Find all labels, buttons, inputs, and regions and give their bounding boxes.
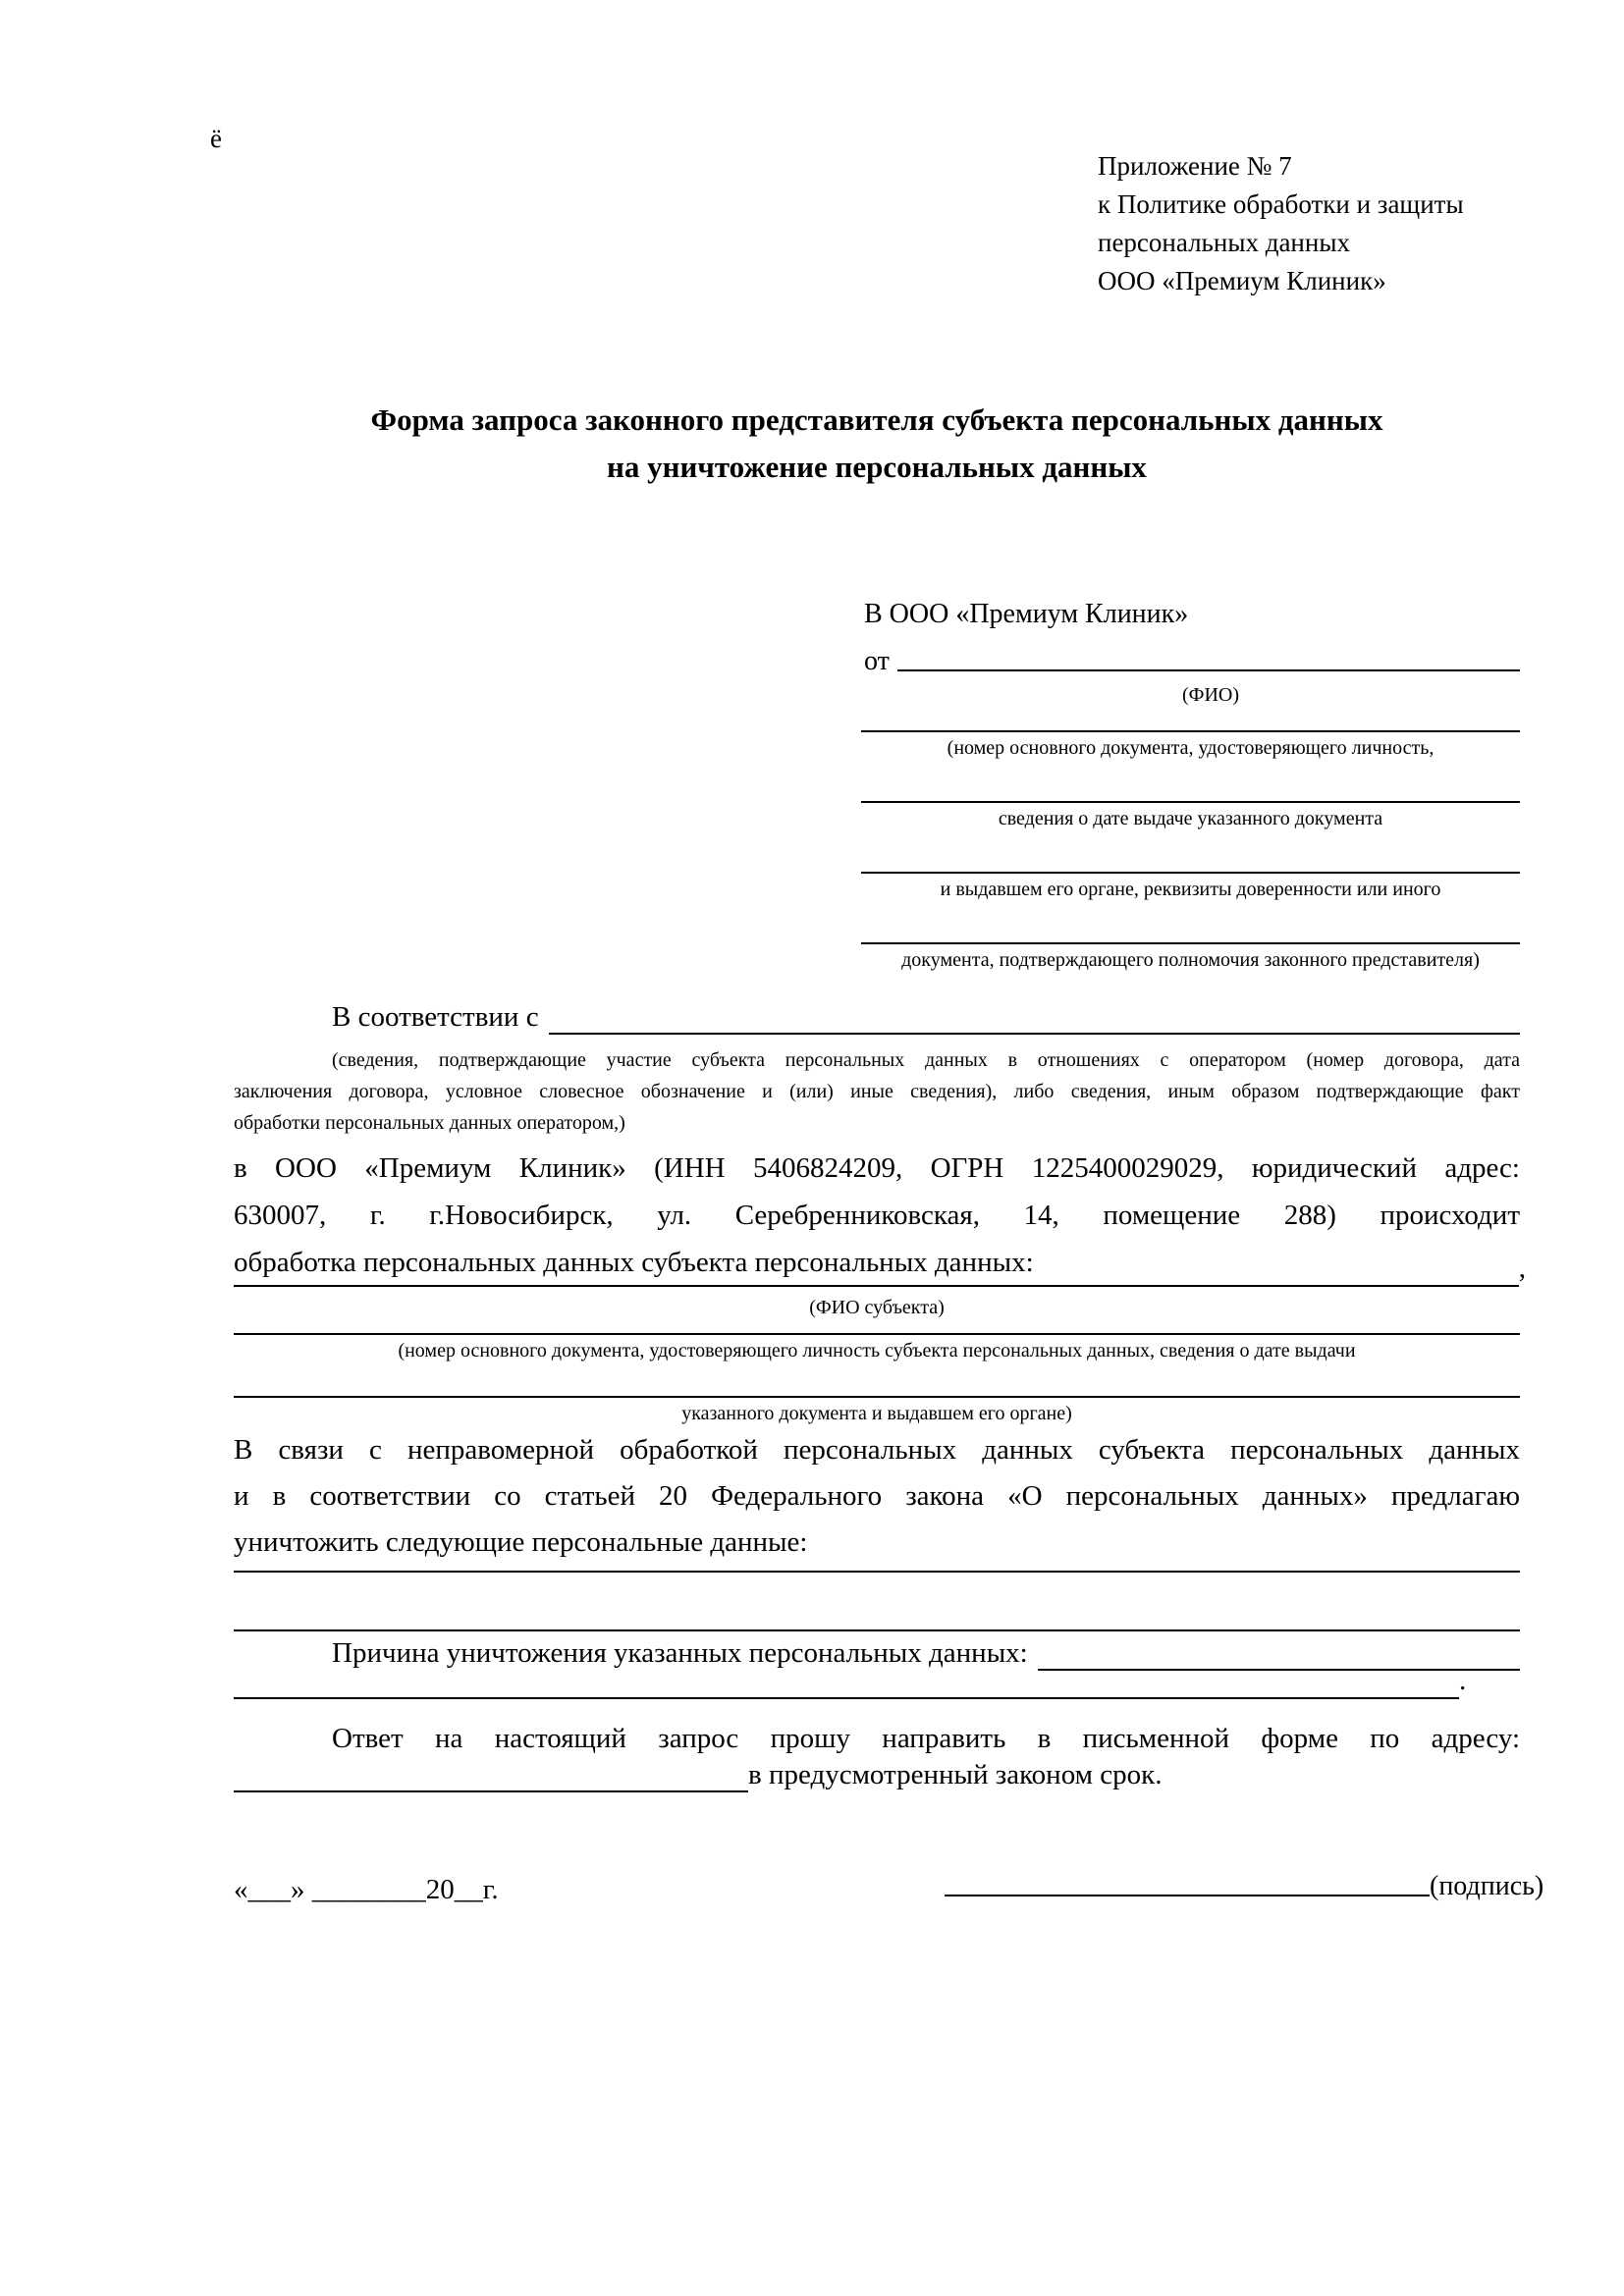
- appendix-block: [1098, 147, 1549, 300]
- blank-line: [234, 1333, 1520, 1335]
- accordance-blank-line: [549, 1033, 1520, 1035]
- reason-blank-line-2: [234, 1697, 1459, 1699]
- reason-blank-line: [1038, 1669, 1520, 1671]
- appendix-line-3: персональных данных: [1098, 228, 1350, 257]
- destroy-paragraph-line-1: В связи с неправомерной обработкой персональных данных субъекта персональных данных: [234, 1434, 1520, 1466]
- field-caption-2: сведения о дате выдаче указанного документа: [998, 808, 1383, 829]
- reply-line-1: Ответ на настоящий запрос прошу направить в письменной форме по адресу:: [332, 1723, 1520, 1754]
- from-row: [864, 636, 1520, 677]
- stray-char: ё: [210, 124, 222, 153]
- blank-line: [234, 1571, 1520, 1573]
- subject-doc-caption-2: указанного документа и выдавшем его органе): [681, 1403, 1072, 1424]
- date-line: «___» ________20__г.: [234, 1874, 499, 1905]
- document-title: [234, 397, 1520, 491]
- signature-caption: (подпись): [1430, 1871, 1544, 1901]
- accordance-caption-line-1: (сведения, подтверждающие участие субъекта персональных данных в отношениях с оператором (номер договора, дата: [332, 1049, 1520, 1071]
- subject-doc-caption-1: (номер основного документа, удостоверяющего личность субъекта персональных данных, сведения о дате выдачи: [398, 1340, 1356, 1362]
- destroy-paragraph-line-2: и в соответствии со статьей 20 Федерального закона «О персональных данных» предлагаю: [234, 1480, 1520, 1512]
- accordance-caption-line-3: обработки персональных данных оператором,): [234, 1112, 625, 1134]
- field-caption-4: документа, подтверждающего полномочия законного представителя): [901, 949, 1480, 971]
- trailing-period: .: [1459, 1665, 1467, 1696]
- appendix-line-2: к Политике обработки и защиты: [1098, 189, 1464, 219]
- fio-caption: (ФИО): [1181, 684, 1239, 706]
- accordance-row: [234, 999, 1520, 1041]
- accordance-caption-line-2: заключения договора, условное словесное обозначение и (или) иные сведения), либо сведения, иным образом подтверждающие факт: [234, 1081, 1520, 1102]
- reply-row-2: [234, 1759, 1520, 1798]
- operator-paragraph-line-3: обработка персональных данных субъекта персональных данных:: [234, 1247, 1034, 1278]
- destroy-paragraph-line-3: уничтожить следующие персональные данные:: [234, 1526, 808, 1558]
- field-caption-1: (номер основного документа, удостоверяющего личность,: [947, 737, 1435, 759]
- operator-paragraph-line-1: в ООО «Премиум Клиник» (ИНН 5406824209, ОГРН 1225400029029, юридический адрес:: [234, 1152, 1520, 1184]
- subject-fio-caption: (ФИО субъекта): [809, 1297, 945, 1318]
- blank-line: [861, 872, 1520, 874]
- reason-label: Причина уничтожения указанных персональных данных:: [332, 1637, 1028, 1669]
- accordance-caption: [234, 1044, 1520, 1139]
- blank-line: [861, 942, 1520, 944]
- operator-paragraph-line-2: 630007, г. г.Новосибирск, ул. Серебренниковская, 14, помещение 288) происходит: [234, 1200, 1520, 1231]
- reply-blank-line: [234, 1790, 748, 1792]
- appendix-line-1: Приложение № 7: [1098, 151, 1292, 181]
- title-line-1: Форма запроса законного представителя субъекта персональных данных: [370, 402, 1383, 437]
- title-line-2: на уничтожение персональных данных: [607, 450, 1147, 484]
- addressee-to: В ООО «Премиум Клиник»: [864, 599, 1189, 629]
- destroy-paragraph: [234, 1427, 1520, 1566]
- trailing-comma: ,: [1518, 1253, 1526, 1284]
- subject-fio-blank-line: [234, 1285, 1519, 1287]
- appendix-line-4: ООО «Премиум Клиник»: [1098, 266, 1386, 295]
- signature-blank-line: [945, 1895, 1430, 1896]
- reason-continuation-row: [234, 1665, 1520, 1704]
- from-label: от: [864, 646, 890, 676]
- blank-line: [861, 730, 1520, 732]
- field-caption-3: и выдавшем его органе, реквизиты доверенности или иного: [940, 879, 1441, 900]
- reason-row: [234, 1633, 1520, 1677]
- from-blank-line: [897, 669, 1520, 671]
- blank-line: [234, 1396, 1520, 1398]
- reply-line-2-text: в предусмотренный законом срок.: [748, 1759, 1163, 1790]
- accordance-label: В соответствии с: [332, 1001, 539, 1033]
- blank-line: [861, 801, 1520, 803]
- signature-row: [945, 1863, 1543, 1902]
